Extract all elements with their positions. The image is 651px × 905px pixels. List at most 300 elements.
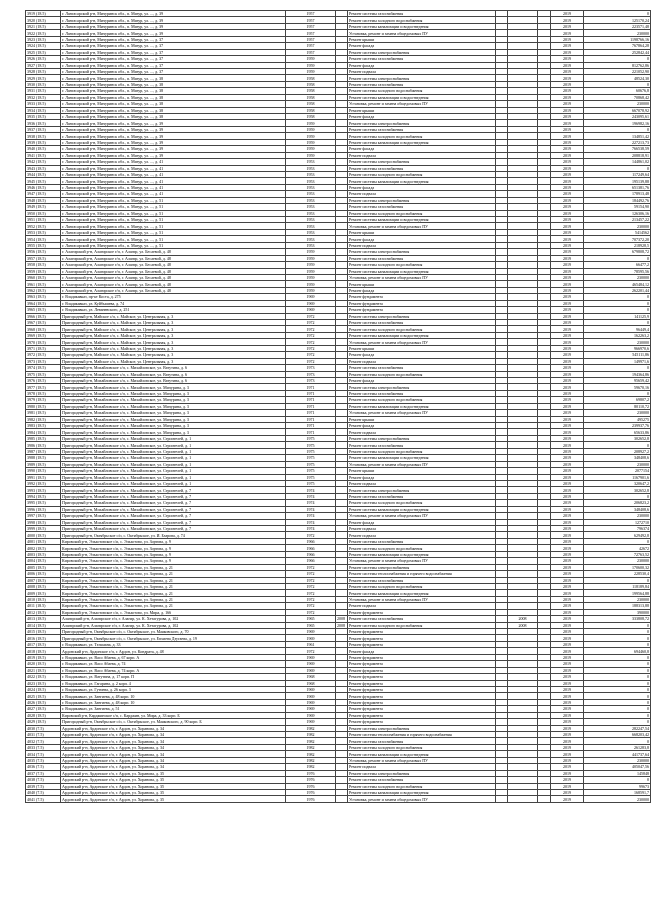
work-type-cell: Ремонт системы канализации и водоотведения [348, 139, 496, 145]
plan-year-cell: 2019 [551, 223, 584, 229]
work-type-cell: Ремонт крыши [348, 281, 496, 287]
row-number-cell: 3994 (18.5) [26, 493, 61, 499]
cost-cell: 348408,6 [584, 455, 651, 461]
build-year-cell: 1971 [286, 384, 336, 390]
build-year-cell: 1958 [286, 88, 336, 94]
work-type-cell: Ремонт фасада [348, 62, 496, 68]
cost-cell: 2077154 [584, 468, 651, 474]
row-number-cell: 4003 (18.5) [26, 551, 61, 557]
address-cell: г. Лангасарский р-н, Мичуринск обл., п. Мизур, ул. ..., д. 37 [61, 62, 286, 68]
row-number-cell: 3964 (18.5) [26, 300, 61, 306]
plan-year-cell: 2019 [551, 538, 584, 544]
cost-cell: 0 [584, 538, 651, 544]
plan-year-cell: 2019 [551, 789, 584, 795]
row-number-cell: 3931 (18.5) [26, 88, 61, 94]
work-type-cell: Ремонт системы электроснабжения [348, 120, 496, 126]
build-year-cell: 1953 [286, 223, 336, 229]
plan-year-cell: 2019 [551, 313, 584, 319]
plan-year-cell: 2019 [551, 583, 584, 589]
plan-year-cell: 2019 [551, 345, 584, 351]
work-type-cell: Ремонт фундамента [348, 693, 496, 699]
work-type-cell: Ремонт подвала [348, 242, 496, 248]
address-cell: г. Лангасарский р-н, Мичуринск обл., п. Мизур, ул. ..., д. 39 [61, 139, 286, 145]
table-row [26, 796, 651, 802]
plan-year-cell: 2019 [551, 616, 584, 622]
cost-cell: 65633,86 [584, 429, 651, 435]
cost-cell: 230000 [584, 101, 651, 107]
row-number-cell: 3995 (18.5) [26, 500, 61, 506]
work-type-cell: Ремонт системы электроснабжения [348, 564, 496, 570]
build-year-cell: 1957 [286, 11, 336, 17]
cost-cell: 141125,9 [584, 313, 651, 319]
plan-year-cell: 2019 [551, 23, 584, 29]
row-number-cell: 3975 (18.5) [26, 371, 61, 377]
row-number-cell: 4037 (7.5) [26, 770, 61, 776]
address-cell: Ардонский р-н, Ардонское г/п, г. Ардон, ул. Хоранова, д. 35 [61, 770, 286, 776]
plan-year-cell: 2019 [551, 519, 584, 525]
address-cell: г. Владикавказ, ул. Гагарина, д. 2 корп. 4 [61, 680, 286, 686]
work-type-cell: Ремонт системы холодного водоснабжения [348, 133, 496, 139]
build-year-cell: 1969 [286, 654, 336, 660]
build-year-cell: 1976 [286, 789, 336, 795]
work-type-cell: Ремонт фундамента [348, 680, 496, 686]
plan-year-cell: 2019 [551, 590, 584, 596]
row-number-cell: 3979 (18.5) [26, 397, 61, 403]
row-number-cell: 3934 (18.5) [26, 107, 61, 113]
work-type-cell: Ремонт фасада [348, 146, 496, 152]
cost-cell: 206823,2 [584, 500, 651, 506]
work-type-cell: Установка, ремонт и замена общедомовых ПУ [348, 274, 496, 280]
work-type-cell: Ремонт системы канализации и водоотведения [348, 751, 496, 757]
build-year-cell: 1974 [286, 493, 336, 499]
cost-cell: 66477,2 [584, 262, 651, 268]
cost-cell: 243095,61 [584, 114, 651, 120]
build-year-cell: 1975 [286, 461, 336, 467]
address-cell: г. Лангасарский р-н, Мичуринск обл., п. Мизур, ул. ..., д. 38 [61, 81, 286, 87]
cost-cell: 0 [584, 738, 651, 744]
row-number-cell: 3981 (18.5) [26, 410, 61, 416]
address-cell: г. Алагирский р-н, Алагирское г/п, г. Алагир, ул. Бесаевой, д. 48 [61, 287, 286, 293]
plan-year-cell: 2019 [551, 165, 584, 171]
plan-year-cell: 2019 [551, 294, 584, 300]
plan-year-cell: 2019 [551, 94, 584, 100]
build-year-cell: 1975 [286, 468, 336, 474]
extra-cell [538, 796, 551, 802]
address-cell: Ардонский р-н, Ардонское г/п, г. Ардон, ул. Хоранова, д. 35 [61, 796, 286, 802]
cost-cell: 218928,5 [584, 242, 651, 248]
plan-year-cell: 2019 [551, 210, 584, 216]
address-cell: Ардонский р-н, Ардонское г/п, г. Ардон, ул. Хоранова, д. 35 [61, 777, 286, 783]
plan-year-cell: 2019 [551, 242, 584, 248]
row-number-cell: 4032 (7.5) [26, 738, 61, 744]
address-cell: г. Лангасарский р-н, Мичуринск обл., п. Мизур, ул. ..., д. 51 [61, 197, 286, 203]
work-type-cell: Ремонт фасада [348, 377, 496, 383]
address-cell: Кировский р-н, Эльхотовское с/п, с. Эльхотово, ул. Зортова, д. 21 [61, 590, 286, 596]
build-year-cell: 1971 [286, 423, 336, 429]
cost-cell: 405047,56 [584, 764, 651, 770]
cost-cell: 966970,6 [584, 345, 651, 351]
plan-year-cell: 2019 [551, 146, 584, 152]
address-cell: Пригородный р-н, Майское с/п, с. Майское, ул. Центральная, д. 3 [61, 332, 286, 338]
plan-year-cell: 2019 [551, 564, 584, 570]
cost-cell: 0 [584, 442, 651, 448]
plan-year-cell: 2019 [551, 159, 584, 165]
work-type-cell: Ремонт системы холодного водоснабжения [348, 783, 496, 789]
work-type-cell: Ремонт фундамента [348, 674, 496, 680]
row-number-cell: 3996 (18.5) [26, 506, 61, 512]
row-number-cell: 3929 (18.5) [26, 75, 61, 81]
address-cell: г. Владикавказ, ул. Тельмана, д. 33 [61, 641, 286, 647]
row-number-cell: 3989 (18.5) [26, 461, 61, 467]
build-year-cell: 1969 [286, 307, 336, 313]
row-number-cell: 4016 (18.5) [26, 635, 61, 641]
cost-cell: 230000 [584, 410, 651, 416]
address-cell: г. Лангасарский р-н, Мичуринск обл., п. Мизур, ул. ..., д. 37 [61, 68, 286, 74]
cost-cell: 118189,84 [584, 583, 651, 589]
plan-year-cell: 2019 [551, 107, 584, 113]
build-year-cell: 1959 [286, 268, 336, 274]
cost-cell: 441737,64 [584, 751, 651, 757]
cost-cell: 196982,16 [584, 120, 651, 126]
address-cell: Кировский р-н, Эльхотовское с/п, с. Эльхотово, ул. Зортова, д. 21 [61, 577, 286, 583]
plan-year-cell: 2019 [551, 332, 584, 338]
row-number-cell: 4026 (18.5) [26, 699, 61, 705]
address-cell: г. Лангасарский р-н, Мичуринск обл., п. Мизур, ул. ..., д. 51 [61, 210, 286, 216]
plan-year-cell: 2019 [551, 36, 584, 42]
address-cell: Пригородный р-н, Майское с/п, с. Майское, ул. Центральная, д. 3 [61, 313, 286, 319]
row-number-cell: 3951 (18.5) [26, 217, 61, 223]
cost-cell: 72763,52 [584, 551, 651, 557]
cost-cell: 495275 [584, 416, 651, 422]
build-year-cell: 1953 [286, 236, 336, 242]
cost-cell: 1272710 [584, 519, 651, 525]
cost-cell: 208818,91 [584, 152, 651, 158]
build-year-cell: 1953 [286, 204, 336, 210]
work-type-cell: Ремонт системы канализации и водоотведения [348, 332, 496, 338]
row-number-cell: 3957 (18.5) [26, 255, 61, 261]
address-cell: г. Лангасарский р-н, Мичуринск обл., п. Мизур, ул. ..., д. 51 [61, 223, 286, 229]
work-type-cell: Ремонт системы холодного водоснабжения [348, 262, 496, 268]
plan-year-cell: 2019 [551, 571, 584, 577]
cost-cell: 0 [584, 126, 651, 132]
build-year-cell: 1972 [286, 577, 336, 583]
plan-year-cell: 2019 [551, 191, 584, 197]
build-year-cell: 1969 [286, 667, 336, 673]
build-year-cell: 1972 [286, 332, 336, 338]
row-number-cell: 3985 (18.5) [26, 435, 61, 441]
row-number-cell: 3940 (18.5) [26, 146, 61, 152]
plan-year-cell: 2019 [551, 435, 584, 441]
plan-year-cell: 2019 [551, 377, 584, 383]
address-cell: Пригородный р-н, Октябрьское с/п, с. Октябрьское, ул. Епхиева Дзугаева, д. 19 [61, 635, 286, 641]
work-type-cell: Ремонт подвала [348, 191, 496, 197]
row-number-cell: 3993 (18.5) [26, 487, 61, 493]
plan-year-cell: 2019 [551, 300, 584, 306]
address-cell: г. Владикавказ, ул. Зангиева, д. 51 [61, 706, 286, 712]
work-type-cell: Установка, ремонт и замена общедомовых ПУ [348, 30, 496, 36]
build-year-cell: 1972 [286, 345, 336, 351]
address-cell: Ардонский р-н, Ардонское г/п, г. Ардон, ул. Хоранова, д. 34 [61, 738, 286, 744]
extra-cell [336, 796, 348, 802]
row-number-cell: 3968 (18.5) [26, 326, 61, 332]
address-cell: г. Лангасарский р-н, Мичуринск обл., п. Мизур, ул. ..., д. 41 [61, 184, 286, 190]
address-cell: Ардонский р-н, Ардонское г/п, г. Ардон, ул. Хоранова, д. 34 [61, 764, 286, 770]
cost-cell: 0 [584, 686, 651, 692]
address-cell: Пригородный р-н, Михайловское с/п, с. Михайловское, ул. Строителей, д. 1 [61, 461, 286, 467]
work-type-cell: Ремонт фасада [348, 474, 496, 480]
plan-year-cell: 2019 [551, 526, 584, 532]
build-year-cell: 1959 [286, 133, 336, 139]
row-number-cell: 3928 (18.5) [26, 68, 61, 74]
build-year-cell: 1976 [286, 783, 336, 789]
row-number-cell: 3933 (18.5) [26, 101, 61, 107]
address-cell: г. Алагирский р-н, Алагирское г/п, г. Алагир, ул. Бесаевой, д. 48 [61, 262, 286, 268]
row-number-cell: 3998 (18.5) [26, 519, 61, 525]
plan-year-cell: 2019 [551, 423, 584, 429]
plan-year-cell: 2019 [551, 307, 584, 313]
cost-cell: 96449,4 [584, 326, 651, 332]
cost-cell: 348408,6 [584, 506, 651, 512]
row-number-cell: 3990 (18.5) [26, 468, 61, 474]
build-year-cell: 1975 [286, 480, 336, 486]
extra-year-cell [508, 796, 538, 802]
build-year-cell: 1953 [286, 197, 336, 203]
row-number-cell: 3952 (18.5) [26, 223, 61, 229]
row-number-cell: 3977 (18.5) [26, 384, 61, 390]
work-type-cell: Ремонт системы газоснабжения [348, 365, 496, 371]
row-number-cell: 3997 (18.5) [26, 513, 61, 519]
plan-year-cell: 2019 [551, 287, 584, 293]
plan-year-cell: 2019 [551, 654, 584, 660]
address-cell: Пригородный р-н, Майское с/п, с. Майское, ул. Центральная, д. 3 [61, 339, 286, 345]
work-type-cell: Ремонт системы газоснабжения [348, 777, 496, 783]
work-type-cell: Ремонт системы электроснабжения [348, 487, 496, 493]
address-cell: г. Владикавказ, ул. Зангиева, д. 48 корп. 10 [61, 693, 286, 699]
address-cell: Ардонский р-н, Ардонское г/п, г. Ардон, ул. Кондрата, д. 48 [61, 648, 286, 654]
row-number-cell: 3966 (18.5) [26, 313, 61, 319]
plan-year-cell: 2019 [551, 197, 584, 203]
plan-year-cell: 2019 [551, 693, 584, 699]
plan-year-cell: 2019 [551, 461, 584, 467]
plan-year-cell: 2019 [551, 229, 584, 235]
build-year-cell: 1971 [286, 429, 336, 435]
row-number-cell: 3955 (18.5) [26, 242, 61, 248]
work-type-cell: Ремонт фундамента [348, 686, 496, 692]
build-year-cell: 1958 [286, 101, 336, 107]
cost-cell: 0 [584, 667, 651, 673]
cost-cell: 0 [584, 320, 651, 326]
cost-cell: 0 [584, 165, 651, 171]
plan-year-cell: 2019 [551, 184, 584, 190]
build-year-cell: 1982 [286, 751, 336, 757]
row-number-cell: 3987 (18.5) [26, 448, 61, 454]
row-number-cell: 4014 (18.5) [26, 622, 61, 628]
build-year-cell: 1972 [286, 571, 336, 577]
cost-cell: 144861,02 [584, 159, 651, 165]
row-number-cell: 3963 (18.5) [26, 294, 61, 300]
address-cell: г. Владикавказ, пр-кт Коста, д. 275 [61, 294, 286, 300]
cost-cell: 302652,8 [584, 435, 651, 441]
address-cell: г. Лангасарский р-н, Мичуринск обл., п. Мизур, ул. ..., д. 38 [61, 94, 286, 100]
build-year-cell: 1974 [286, 519, 336, 525]
work-type-cell: Ремонт фасада [348, 519, 496, 525]
row-number-cell: 4035 (7.5) [26, 757, 61, 763]
build-year-cell: 1982 [286, 744, 336, 750]
row-number-cell: 3980 (18.5) [26, 403, 61, 409]
build-year-cell: 1972 [286, 339, 336, 345]
build-year-cell: 1972 [286, 590, 336, 596]
work-type-cell: Ремонт системы холодного водоснабжения [348, 371, 496, 377]
plan-year-cell: 2019 [551, 699, 584, 705]
build-year-cell: 1969 [286, 661, 336, 667]
cost-cell: 145848 [584, 770, 651, 776]
work-type-cell: Ремонт крыши [348, 345, 496, 351]
build-year-cell: 1953 [286, 178, 336, 184]
plan-year-cell: 2019 [551, 390, 584, 396]
address-cell: г. Лангасарский р-н, Мичуринск обл., п. Мизур, ул. ..., д. 41 [61, 165, 286, 171]
row-number-cell: 3967 (18.5) [26, 320, 61, 326]
cost-cell: 69807,2 [584, 397, 651, 403]
build-year-cell: 1973 [286, 371, 336, 377]
build-year-cell: 1957 [286, 43, 336, 49]
row-number-cell: 3950 (18.5) [26, 210, 61, 216]
cost-cell: 230000 [584, 339, 651, 345]
build-year-cell: 1959 [286, 274, 336, 280]
row-number-cell: 4008 (18.5) [26, 583, 61, 589]
row-number-cell: 3984 (18.5) [26, 429, 61, 435]
row-number-cell: 3969 (18.5) [26, 332, 61, 338]
plan-year-cell: 2019 [551, 49, 584, 55]
row-number-cell: 4001 (18.5) [26, 538, 61, 544]
plan-year-cell: 2019 [551, 133, 584, 139]
work-type-cell: Ремонт крыши [348, 229, 496, 235]
row-number-cell: 3935 (18.5) [26, 114, 61, 120]
plan-year-cell: 2019 [551, 764, 584, 770]
work-type-cell: Ремонт фасада [348, 352, 496, 358]
cost-cell: 230000 [584, 223, 651, 229]
build-year-cell: 1959 [286, 68, 336, 74]
address-cell: г. Лангасарский р-н, Мичуринск обл., п. Мизур, ул. ..., д. 39 [61, 146, 286, 152]
plan-year-cell: 2019 [551, 249, 584, 255]
row-number-cell: 3921 (18.5) [26, 23, 61, 29]
build-year-cell: 1958 [286, 75, 336, 81]
plan-year-cell: 2019 [551, 603, 584, 609]
address-cell: г. Алагирский р-н, Алагирское г/п, г. Алагир, ул. Бесаевой, д. 48 [61, 268, 286, 274]
plan-year-cell: 2019 [551, 268, 584, 274]
address-cell: Пригородный р-н, Майское с/п, с. Майское, ул. Центральная, д. 3 [61, 352, 286, 358]
build-year-cell: 1959 [286, 255, 336, 261]
address-cell: г. Лангасарский р-н, Мичуринск обл., п. Мизур, ул. ..., д. 41 [61, 178, 286, 184]
cost-cell: 0 [584, 81, 651, 87]
cost-cell: 223571,48 [584, 23, 651, 29]
build-year-cell: 1953 [286, 191, 336, 197]
address-cell: Пригородный р-н, Михайловское с/п, с. Михайловское, ул. Строителей, д. 7 [61, 519, 286, 525]
build-year-cell: 1971 [286, 416, 336, 422]
plan-year-cell: 2019 [551, 30, 584, 36]
address-cell: г. Лангасарский р-н, Мичуринск обл., п. Мизур, ул. ..., д. 41 [61, 159, 286, 165]
work-type-cell: Ремонт системы канализации и водоотведения [348, 23, 496, 29]
row-number-cell: 3927 (18.5) [26, 62, 61, 68]
row-number-cell: 4022 (18.5) [26, 674, 61, 680]
build-year-cell: 1972 [286, 320, 336, 326]
work-type-cell: Ремонт системы газоснабжения [348, 126, 496, 132]
plan-year-cell: 2019 [551, 171, 584, 177]
work-type-cell: Ремонт фундамента [348, 699, 496, 705]
address-cell: г. Лангасарский р-н, Мичуринск обл., п. Мизур, ул. ..., д. 38 [61, 88, 286, 94]
plan-year-cell: 2019 [551, 506, 584, 512]
work-type-cell: Ремонт фундамента [348, 667, 496, 673]
address-cell: г. Алагирский р-н, Алагирское г/п, г. Алагир, ул. Бесаевой, д. 48 [61, 249, 286, 255]
address-cell: Ардонский р-н, Ардонское г/п, г. Ардон, ул. Хоранова, д. 34 [61, 725, 286, 731]
cost-cell: 80110,72 [584, 403, 651, 409]
row-number-cell: 4002 (18.5) [26, 545, 61, 551]
cost-cell: 168591,7 [584, 789, 651, 795]
address-cell: г. Лангасарский р-н, Мичуринск обл., п. Мизур, ул. ..., д. 39 [61, 17, 286, 23]
cost-cell: 170600,32 [584, 564, 651, 570]
plan-year-cell: 2019 [551, 732, 584, 738]
address-cell: г. Лангасарский р-н, Мичуринск обл., п. Мизур, ул. ..., д. 39 [61, 23, 286, 29]
cost-cell: 0 [584, 661, 651, 667]
row-number-cell: 3986 (18.5) [26, 442, 61, 448]
address-cell: Ардонский р-н, Ардонское г/п, г. Ардон, ул. Хоранова, д. 34 [61, 744, 286, 750]
plan-year-cell: 2019 [551, 281, 584, 287]
plan-year-cell: 2019 [551, 500, 584, 506]
address-cell: г. Владикавказ, ул. Васо Абаева, д. 74 [61, 661, 286, 667]
cost-cell: 0 [584, 693, 651, 699]
row-number-cell: 4007 (18.5) [26, 577, 61, 583]
work-type-cell: Ремонт подвала [348, 764, 496, 770]
build-year-cell: 1972 [286, 564, 336, 570]
work-type-cell: Ремонт крыши [348, 468, 496, 474]
work-type-cell: Ремонт подвала [348, 480, 496, 486]
cost-cell: 0 [584, 493, 651, 499]
work-type-cell: Ремонт системы газоснабжения [348, 11, 496, 17]
row-number-cell: 4012 (18.5) [26, 609, 61, 615]
cost-cell: 465484,12 [584, 281, 651, 287]
build-year-cell: 1982 [286, 764, 336, 770]
address-cell: г. Владикавказ, ул. Куйбышева, д. 74 [61, 300, 286, 306]
cost-cell: 0 [584, 307, 651, 313]
work-type-cell: Ремонт системы электроснабжения [348, 725, 496, 731]
work-type-cell: Ремонт системы электроснабжения [348, 249, 496, 255]
plan-year-cell: 2019 [551, 114, 584, 120]
cost-cell: 262201,44 [584, 287, 651, 293]
work-type-cell: Ремонт системы газоснабжения [348, 204, 496, 210]
plan-year-cell: 2019 [551, 139, 584, 145]
work-type-cell: Ремонт фасада [348, 184, 496, 190]
work-type-cell: Установка, ремонт и замена общедомовых ПУ [348, 223, 496, 229]
build-year-cell: 1958 [286, 94, 336, 100]
work-type-cell: Ремонт системы канализации и водоотведения [348, 506, 496, 512]
build-year-cell: 1959 [286, 139, 336, 145]
work-type-cell: Ремонт системы электроснабжения [348, 159, 496, 165]
address-cell: Пригородный р-н, Михайловское с/п, с. Михайловское, ул. Мичурина, д. 3 [61, 397, 286, 403]
cost-cell: 261283,8 [584, 744, 651, 750]
cost-cell: 227213,73 [584, 139, 651, 145]
work-type-cell: Ремонт фундамента [348, 712, 496, 718]
row-number-cell: 3926 (18.5) [26, 56, 61, 62]
build-year-cell: 1953 [286, 159, 336, 165]
cost-cell: 694460,8 [584, 648, 651, 654]
work-type-cell: Ремонт крыши [348, 36, 496, 42]
row-number-cell: 3923 (18.5) [26, 36, 61, 42]
address-cell: г. Владикавказ, ул. Гутиева, д. 26 корп. 3 [61, 686, 286, 692]
row-number-cell: 3961 (18.5) [26, 281, 61, 287]
plan-year-cell: 2019 [551, 622, 584, 628]
build-year-cell: 1966 [286, 545, 336, 551]
cost-cell: 70868,42 [584, 94, 651, 100]
work-type-cell: Ремонт фундамента [348, 294, 496, 300]
